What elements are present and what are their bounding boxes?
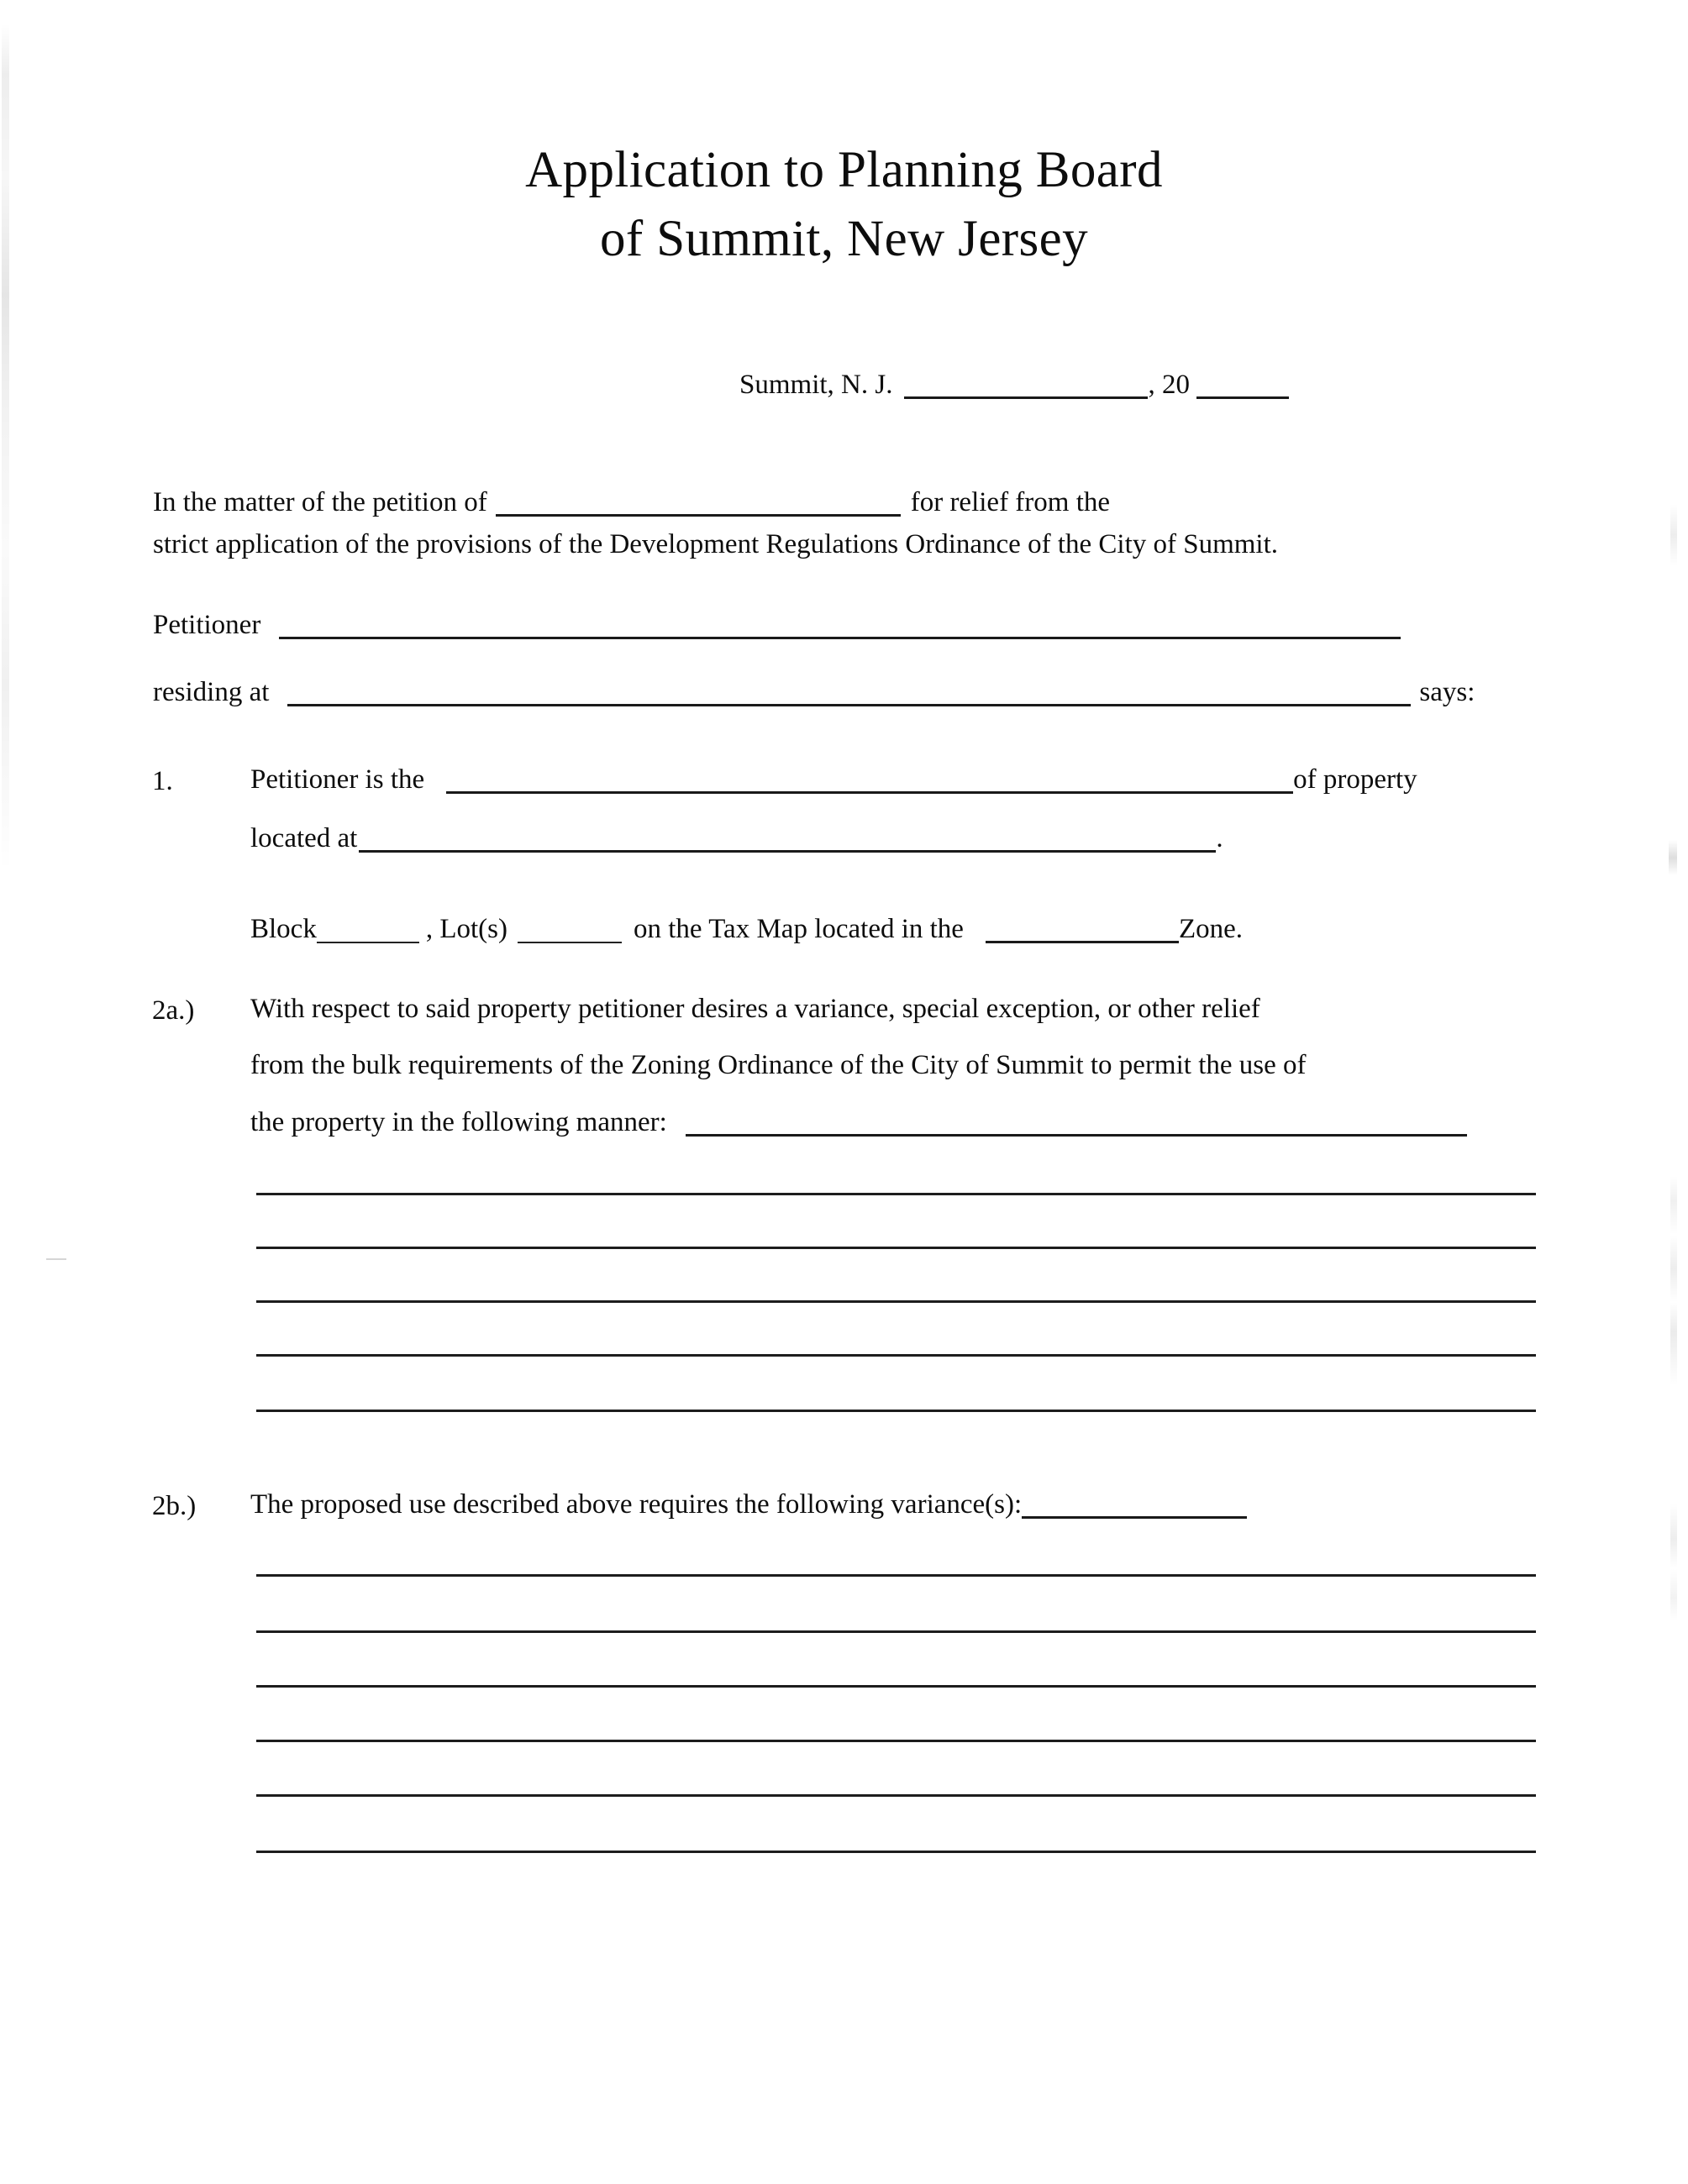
petitioner-name-blank[interactable] — [279, 637, 1401, 639]
item-1-tax-map-text: on the Tax Map located in the — [633, 914, 964, 944]
item-2b-write-line-2[interactable] — [256, 1630, 1536, 1633]
item-2b-line-1 — [250, 1491, 1247, 1519]
petition-matter-line-1 — [153, 489, 1110, 517]
residing-row — [153, 679, 1475, 706]
petition-matter-blank[interactable] — [496, 514, 901, 517]
scan-artifact-right-tick-b — [1669, 840, 1677, 875]
item-1-lot-blank[interactable] — [518, 942, 622, 943]
item-2a-line-1: With respect to said property petitioner desires a variance, special exception, or other relief — [250, 994, 1260, 1024]
residing-trailing: says: — [1419, 677, 1475, 707]
item-2a-write-line-1[interactable] — [256, 1193, 1536, 1195]
item-1-number: 1. — [152, 766, 173, 796]
item-2a-number: 2a.) — [152, 995, 195, 1026]
item-2a-write-line-3[interactable] — [256, 1300, 1536, 1303]
title-line-1: Application to Planning Board — [525, 142, 1163, 198]
scan-artifact-left-tick — [46, 1258, 66, 1260]
scan-artifact-right-tick-d — [1670, 1504, 1677, 1621]
petitioner-row — [153, 612, 1401, 639]
item-2b-variance-label: The proposed use described above requires the following variance(s): — [250, 1489, 1023, 1520]
petition-matter-after-blank: for relief from the — [910, 487, 1111, 517]
item-1-zone-label: Zone. — [1178, 914, 1244, 944]
item-1-located-label: located at — [250, 823, 358, 853]
date-year-blank[interactable] — [1196, 396, 1289, 399]
title-line-2: of Summit, New Jersey — [599, 210, 1089, 267]
petitioner-label: Petitioner — [153, 610, 261, 640]
scan-artifact-right-tick-a — [1670, 504, 1677, 566]
item-2b-write-line-6[interactable] — [256, 1851, 1536, 1853]
date-day-month-blank[interactable] — [904, 396, 1148, 399]
item-2a-manner-label: the property in the following manner: — [250, 1107, 667, 1137]
item-2a-line-2: from the bulk requirements of the Zoning Ordinance of the City of Summit to permit the use of — [250, 1050, 1307, 1080]
item-1-role-label: Petitioner is the — [250, 764, 425, 795]
item-2b-write-line-1[interactable] — [256, 1574, 1536, 1577]
item-1-line-b — [250, 825, 1223, 853]
item-2b-write-line-5[interactable] — [256, 1794, 1536, 1797]
item-2a-write-line-2[interactable] — [256, 1247, 1536, 1249]
item-2a-write-line-5[interactable] — [256, 1410, 1536, 1412]
item-1-line-a — [250, 766, 1417, 794]
item-2b-number: 2b.) — [152, 1491, 197, 1521]
date-year-prefix: , 20 — [1148, 370, 1190, 400]
item-2b-write-line-4[interactable] — [256, 1740, 1536, 1742]
petition-matter-lead-in: In the matter of the petition of — [153, 487, 487, 517]
item-1-located-trailing: . — [1216, 823, 1223, 853]
item-1-block-blank[interactable] — [317, 942, 419, 943]
petition-matter-line-2: strict application of the provisions of the Development Regulations Ordinance of the City of Summit. — [153, 529, 1278, 559]
item-2b-variance-blank[interactable] — [1022, 1516, 1247, 1519]
page-title — [0, 136, 1688, 273]
item-1-block-lot-row — [250, 916, 1243, 943]
item-2a-write-line-4[interactable] — [256, 1354, 1536, 1357]
residing-label: residing at — [153, 677, 270, 707]
item-1-role-blank[interactable] — [446, 791, 1293, 794]
residing-address-blank[interactable] — [287, 704, 1411, 706]
scan-artifact-right-tick-c — [1670, 1176, 1677, 1386]
item-1-located-blank[interactable] — [359, 850, 1216, 853]
item-2a-line-3 — [250, 1109, 1467, 1137]
date-city-label: Summit, N. J. — [739, 370, 893, 400]
item-1-lot-label: , Lot(s) — [425, 914, 507, 944]
item-2b-write-line-3[interactable] — [256, 1685, 1536, 1688]
item-1-role-trailing: of property — [1293, 764, 1417, 795]
date-line — [739, 370, 1289, 401]
item-2a-manner-blank[interactable] — [686, 1134, 1467, 1137]
item-1-zone-blank[interactable] — [986, 941, 1179, 943]
item-1-block-label: Block — [250, 914, 317, 944]
